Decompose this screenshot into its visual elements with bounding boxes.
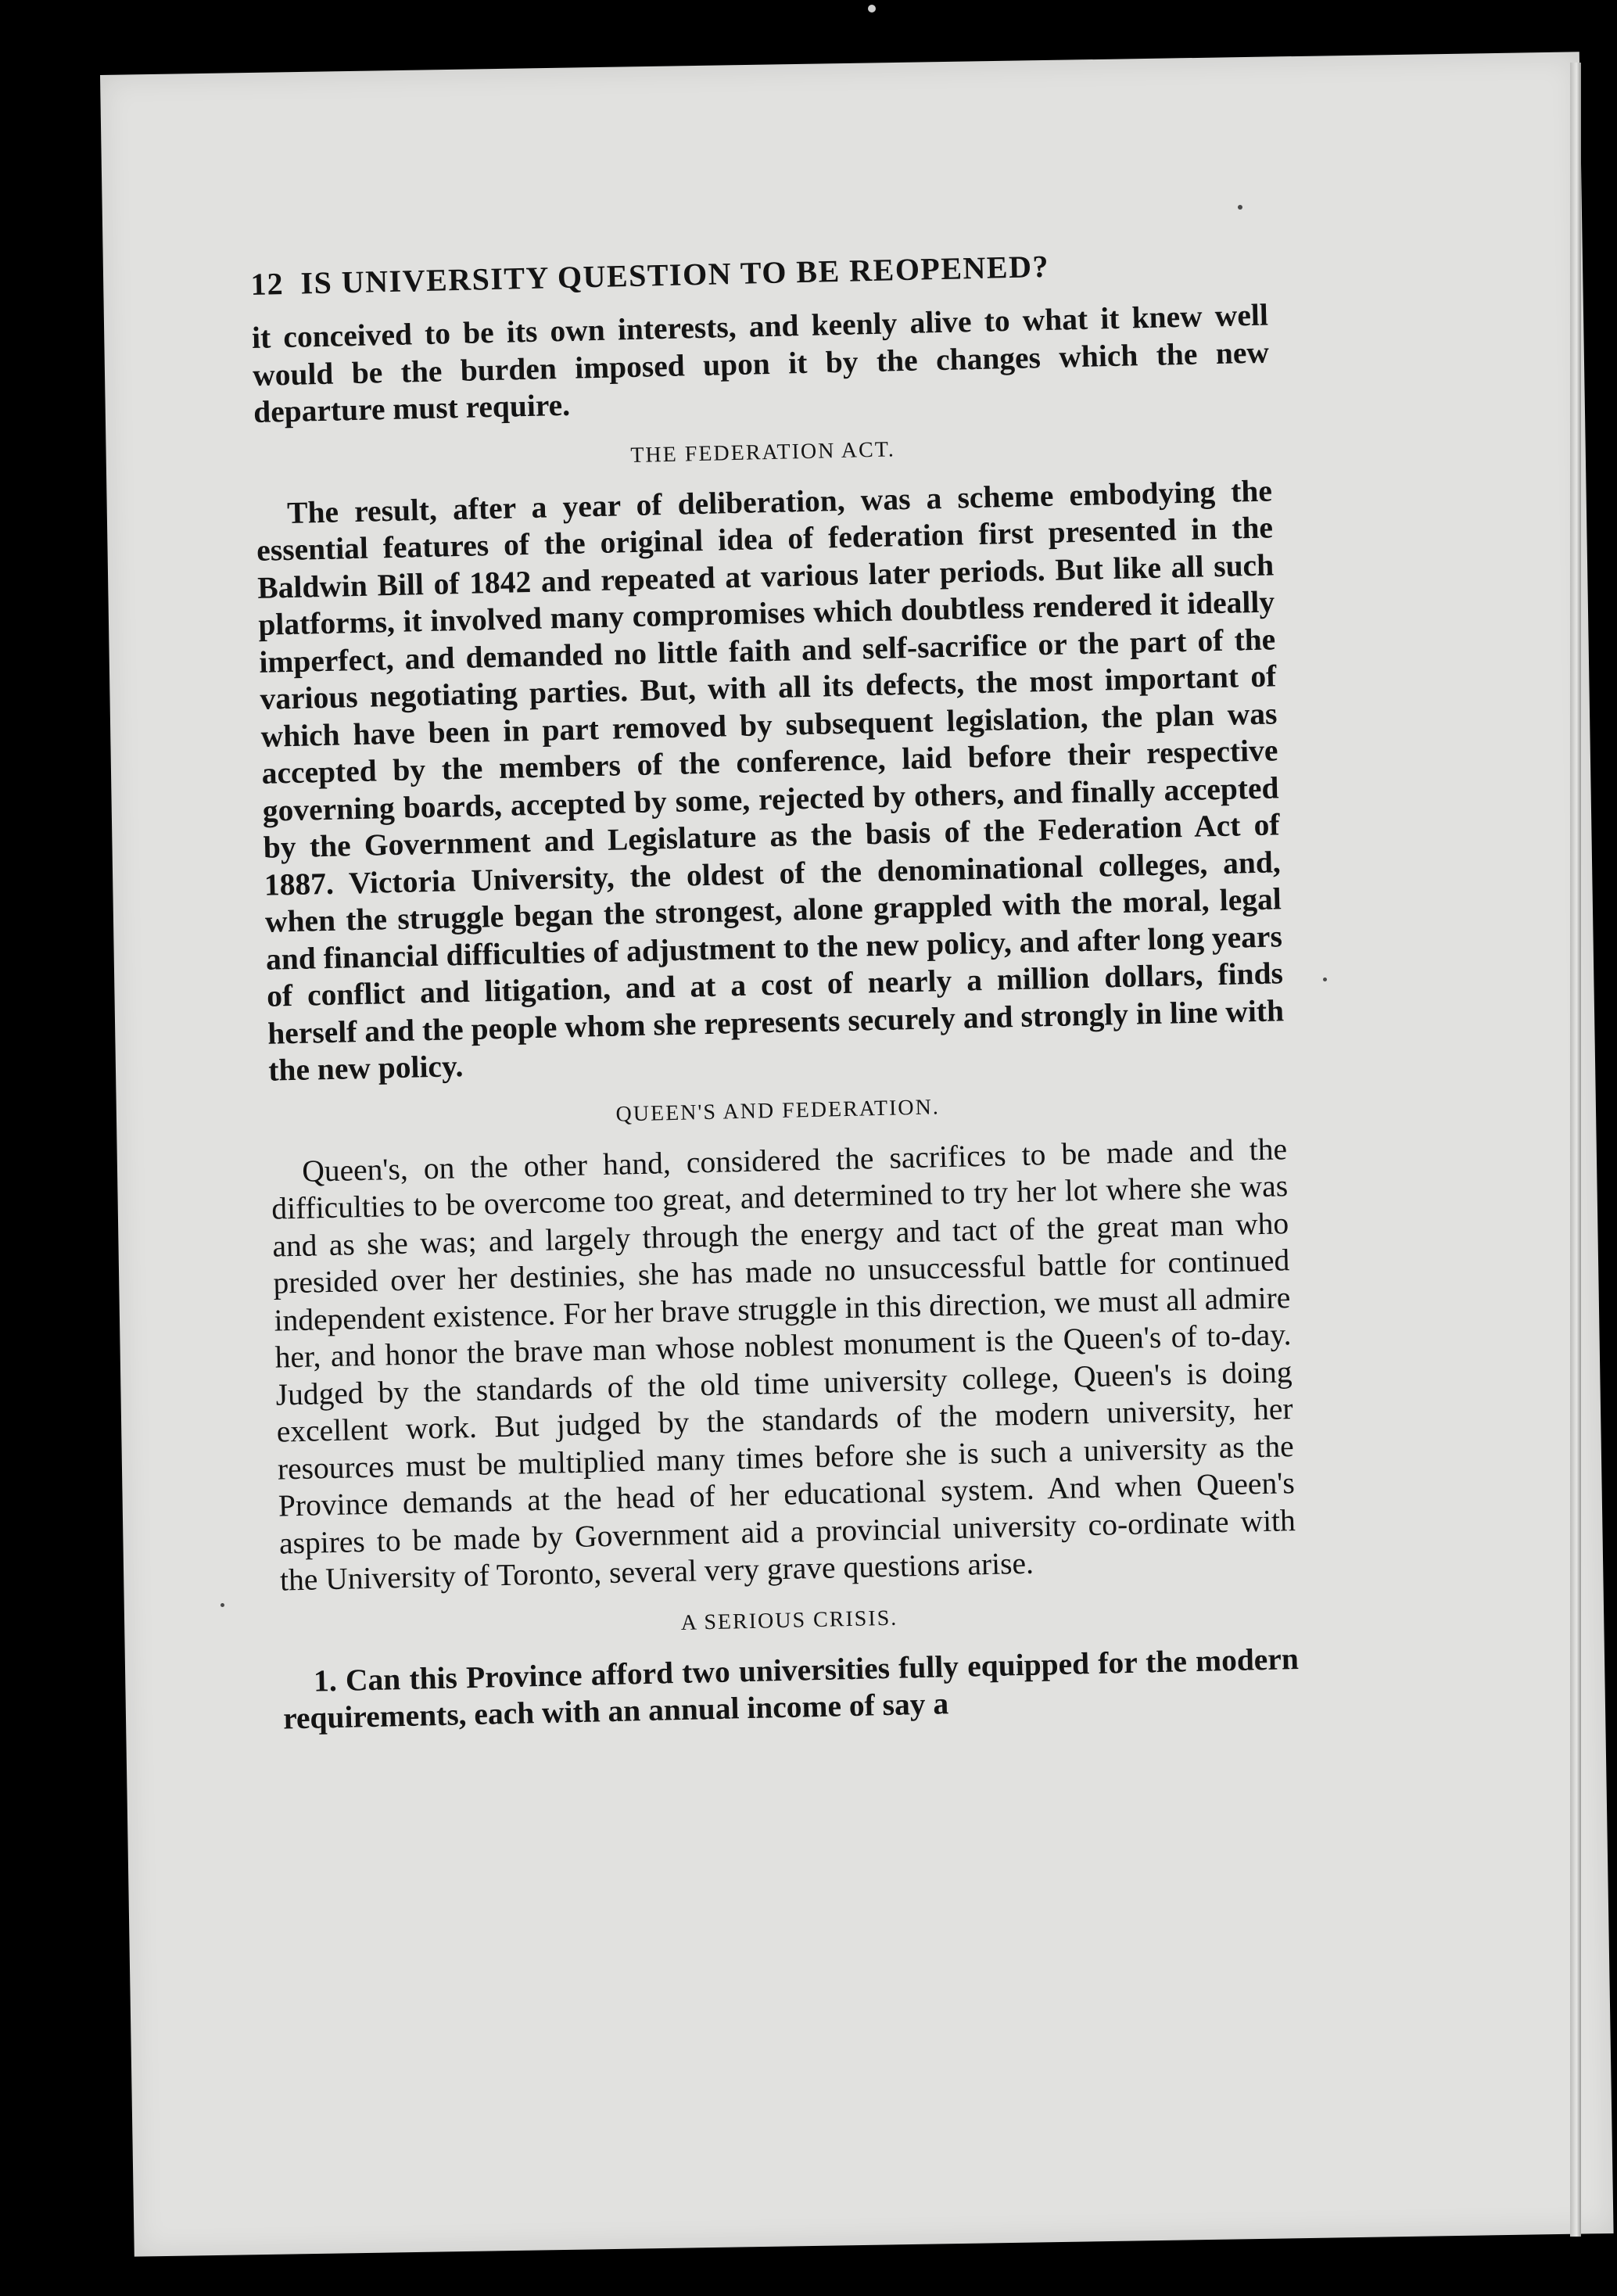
serious-crisis-paragraph: 1. Can this Province afford two universities fully equipped for the modern requirements, each with an annual income of say a [282, 1641, 1300, 1736]
section-heading-queens-federation: QUEEN'S AND FEDERATION. [615, 1094, 941, 1127]
scan-speck [1323, 978, 1327, 981]
scan-speck [868, 5, 876, 13]
opening-paragraph: it conceived to be its own interests, and keenly alive to what it knew well would be the burden imposed upon it by the changes which the new departure must require. [251, 297, 1270, 429]
scan-speck [1238, 205, 1242, 210]
federation-act-paragraph: The result, after a year of deliberation, was a scheme embodying the essential features of the original idea of federation first presented in the Baldwin Bill of 1842 and repeated at various later periods. But like all such platforms, it involved many compromises which doubtless rendered it ideally imperfect, and demanded no little faith and self-sacrifice or the part of the various negotiating parties. But, with all its defects, the most important of which have been in part removed by subsequent legislation, the plan was accepted by the members of the conference, laid before their respective governing boards, accepted by some, rejected by others, and finally accepted by the Government and Legislature as the basis of the Federation Act of 1887. Victoria University, the oldest of the denominational colleges, and, when the struggle began the strongest, alone grappled with the moral, legal and financial difficulties of adjustment to the new policy, and after long years of conflict and litigation, and at a cost of nearly a million dollars, finds herself and the people whom she represents securely and strongly in line with the new policy. [256, 472, 1285, 1088]
section-heading-serious-crisis: A SERIOUS CRISIS. [680, 1605, 898, 1635]
queens-federation-paragraph: Queen's, on the other hand, considered the sacrifices to be made and the difficulties to be overcome too great, and determined to try her lot where she was and as she was; and largely through the energy and tact of the great man who presided over her destinies, she has made no unsuccessful battle for continued independent existence. For her brave struggle in this direction, we must all admire her, and honor the brave man whose noblest monument is the Queen's of to-day. Judged by the standards of the old time university college, Queen's is doing excellent work. But judged by the standards of the modern university, her resources must be multiplied many times before she is such a university as the Province demands at the head of her educational system. And when Queen's aspires to be made by Government aid a provincial university co-ordinate with the University of Toronto, several very grave questions arise. [271, 1131, 1296, 1598]
section-heading-federation-act: THE FEDERATION ACT. [630, 436, 896, 468]
page-number: 12 [250, 266, 285, 302]
running-title: IS UNIVERSITY QUESTION TO BE REOPENED? [300, 248, 1050, 301]
page-text [250, 243, 1300, 1738]
scan-speck [220, 1603, 224, 1607]
page-edge [1570, 63, 1581, 2237]
